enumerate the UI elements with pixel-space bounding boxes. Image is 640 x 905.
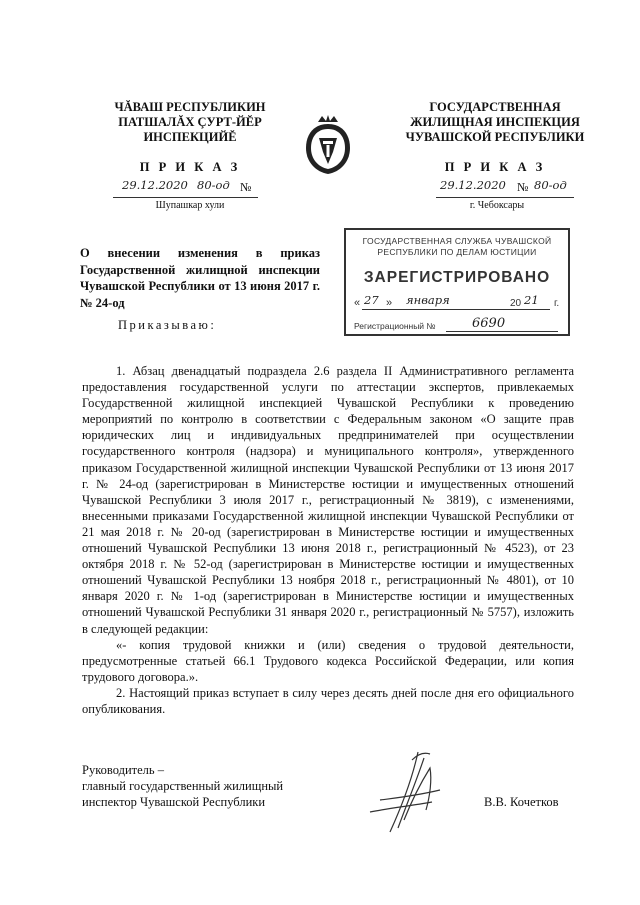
registration-stamp bbox=[344, 228, 570, 336]
signatory-name: В.В. Кочетков bbox=[484, 795, 559, 809]
header-right-line-1: ГОСУДАРСТВЕННАЯ bbox=[429, 100, 561, 114]
header-left-number-sign: № bbox=[240, 180, 252, 194]
stamp-date-underline bbox=[362, 309, 550, 310]
body-paragraph-2: «- копия трудовой книжки и (или) сведения о трудовой деятельности, предусмотренные статьей 66.1 Трудового кодекса Российской Федерации, или копия трудового договора.». bbox=[82, 637, 574, 684]
signatory-position bbox=[82, 762, 342, 810]
body-paragraph-1: 1. Абзац двенадцатый подраздела 2.6 раздела II Административного регламента предоставления государственной услуги по аттестации экспертов, привлекаемых Государственной жилищной инспекцией Чувашской Республики к проведению мероприятий по контролю в соответствии с Федеральным законом «О защите прав юридических лиц и индивидуальных предпринимателей при осуществлении государственного контроля (надзора) и муниципального контроля», утвержденного приказом Государственной жилищной инспекции Чувашской Республики от 13 июня 2017 г. № 24-од (зарегистрирован в Министерстве юстиции и имущественных отношений Чувашской Республики 3 июля 2017 г., регистрационный № 3819), с изменениями, внесенными приказами Государственной жилищной инспекции Чувашской Республики от 21 мая 2018 г. № 20-од (зарегистрирован в Министерстве юстиции и имущественных отношений Чувашской Республики 13 июня 2018 г., регистрационный № 4523), от 23 октября 2018 г. № 52-од (зарегистрирован в Министерстве юстиции и имущественных отношений Чувашской Республики 13 ноября 2018 г., регистрационный № 4801), от 10 января 2020 г. № 1-од (зарегистрирован в Министерстве юстиции и имущественных отношений Чувашской Республики 31 января 2020 г., регистрационный № 5757), изложить в следующей редакции: bbox=[82, 364, 574, 636]
header-right-prikaz: П Р И К А З bbox=[444, 160, 546, 174]
stamp-registered: ЗАРЕГИСТРИРОВАНО bbox=[363, 269, 551, 286]
stamp-line-1: ГОСУДАРСТВЕННАЯ СЛУЖБА ЧУВАШСКОЙ bbox=[362, 236, 552, 246]
order-body bbox=[82, 363, 574, 717]
chuvash-coat-of-arms-icon bbox=[302, 112, 354, 178]
header-right-number: 80-од bbox=[534, 178, 567, 192]
header-right-number-sign: № bbox=[517, 180, 529, 194]
handwritten-signature bbox=[360, 740, 460, 840]
stamp-reg-underline bbox=[446, 331, 558, 332]
signatory-position-line-1: Руководитель – bbox=[82, 763, 164, 777]
stamp-year-prefix: 20 bbox=[510, 298, 522, 309]
prikazyvayu-label: Приказываю: bbox=[118, 318, 217, 332]
header-left-number: 80-од bbox=[197, 178, 230, 192]
header-left-date: 29.12.2020 bbox=[122, 178, 188, 192]
header-left-line-3: ИНСПЕКЦИЙĔ bbox=[143, 130, 237, 144]
signatory-position-line-3: инспектор Чувашской Республики bbox=[82, 795, 266, 809]
header-left-line-2: ПАТШАЛĂХ ÇУРТ-ЙĔР bbox=[118, 115, 262, 129]
header-right-line-2: ЖИЛИЩНАЯ ИНСПЕКЦИЯ bbox=[410, 115, 580, 129]
header-right-date: 29.12.2020 bbox=[440, 178, 506, 192]
stamp-date-row: « 27 » января 20 21 г. bbox=[354, 293, 560, 309]
header-left-line-1: ЧĂВАШ РЕСПУБЛИКИН bbox=[114, 100, 266, 114]
header-right-place: г. Чебоксары bbox=[469, 200, 525, 211]
order-subject: О внесении изменения в приказ Государственной жилищной инспекции Чувашской Республики от 13 июня 2017 г. № 24-од bbox=[80, 246, 320, 310]
stamp-year-suffix: г. bbox=[554, 298, 560, 309]
stamp-reg-label: Регистрационный № bbox=[354, 321, 436, 331]
stamp-day: 27 bbox=[364, 293, 379, 307]
body-paragraph-3: 2. Настоящий приказ вступает в силу через десять дней после дня его официального опубликования. bbox=[82, 685, 574, 716]
stamp-line-2: РЕСПУБЛИКИ ПО ДЕЛАМ ЮСТИЦИИ bbox=[377, 247, 537, 257]
stamp-year: 21 bbox=[524, 293, 539, 307]
signatory-position-line-2: главный государственный жилищный bbox=[82, 779, 284, 793]
header-right-line-3: ЧУВАШСКОЙ РЕСПУБЛИКИ bbox=[405, 130, 585, 144]
header-right-title bbox=[385, 100, 605, 145]
header-left-place: Шупашкар хули bbox=[155, 200, 225, 211]
stamp-reg-row bbox=[354, 318, 564, 334]
stamp-reg-number: 6690 bbox=[472, 316, 506, 331]
header-left-prikaz: П Р И К А З bbox=[139, 160, 241, 174]
header-left-title bbox=[80, 100, 300, 145]
stamp-month: января bbox=[406, 293, 450, 307]
